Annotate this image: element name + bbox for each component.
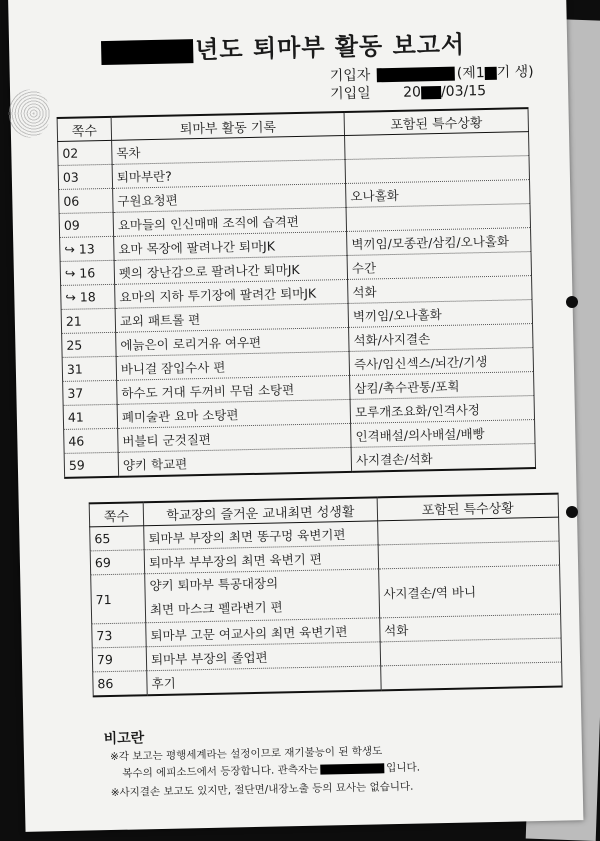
page-number-cell: 09 bbox=[59, 212, 113, 237]
episode-title-cell: 요마의 지하 투기장에 팔려간 퇴마JK bbox=[115, 279, 349, 308]
episode-title-line: 최면 마스크 펠라변기 편 bbox=[149, 599, 283, 618]
episode-title-cell bbox=[145, 569, 380, 623]
date-label: 기입일 bbox=[330, 85, 371, 103]
episode-title-cell: 펫의 장난감으로 팔려나간 퇴마JK bbox=[114, 255, 348, 284]
header-special: 포함된 특수상황 bbox=[377, 494, 559, 521]
page-number-cell: 03 bbox=[58, 164, 112, 189]
episode-title-cell: 구원요청편 bbox=[113, 183, 347, 212]
page-number-cell: 73 bbox=[92, 623, 147, 648]
page-number-cell: 86 bbox=[93, 671, 148, 697]
report-title bbox=[101, 24, 466, 67]
date-suffix: /03/15 bbox=[440, 83, 487, 100]
special-note-cell bbox=[380, 662, 562, 690]
redacted-year bbox=[101, 39, 193, 65]
report-title-text: 년도 퇴마부 활동 보고서 bbox=[194, 30, 466, 65]
remarks-heading: 비고란 bbox=[103, 730, 145, 748]
fingerprint-smudge bbox=[8, 89, 51, 138]
date-row bbox=[330, 81, 534, 103]
episode-title-cell: 교외 패트롤 편 bbox=[115, 303, 349, 332]
activity-table bbox=[57, 107, 536, 479]
page-number-cell: ↪ 13 bbox=[60, 236, 114, 261]
episode-title-cell: 후기 bbox=[147, 666, 381, 695]
remark-line-2a: 복수의 에피소드에서 등장합니다. 관측자는 bbox=[122, 763, 319, 780]
redacted-class-digit bbox=[485, 66, 497, 79]
special-note-cell: 벽끼임/모종관/삼킴/오나홀화 bbox=[347, 228, 531, 256]
hypnosis-table bbox=[89, 493, 563, 698]
page-number-cell: 06 bbox=[59, 188, 113, 213]
episode-title-cell: 퇴마부 고문 여교사의 최면 육변기편 bbox=[146, 618, 380, 647]
special-note-cell: 삼킴/촉수관통/포획 bbox=[350, 372, 534, 400]
page-number-cell: 69 bbox=[90, 550, 145, 575]
remark-line-2b: 입니다. bbox=[386, 761, 421, 775]
special-note-cell: 석화 bbox=[379, 614, 561, 642]
special-note-cell: 석화 bbox=[348, 276, 532, 304]
page-number-cell: 71 bbox=[91, 574, 146, 624]
page-number-cell: ↪ 16 bbox=[60, 260, 114, 285]
page-number-cell: 25 bbox=[62, 332, 116, 357]
redacted-writer-name bbox=[377, 67, 455, 83]
header-page: 쪽수 bbox=[57, 117, 111, 142]
special-note-cell: 석화/사지결손 bbox=[349, 324, 533, 352]
remark-line-1: ※각 보고는 평행세계라는 설정이므로 재기불능이 된 학생도 bbox=[109, 745, 383, 764]
report-paper bbox=[8, 0, 583, 832]
redacted-date-year bbox=[421, 85, 441, 98]
episode-title-cell: 폐미술관 요마 소탕편 bbox=[117, 399, 351, 428]
page-number-cell: 41 bbox=[63, 404, 117, 429]
episode-title-cell: 목차 bbox=[112, 135, 346, 164]
class-prefix: (제1 bbox=[456, 65, 485, 82]
episode-title-line: 양키 퇴마부 특공대장의 bbox=[149, 575, 279, 594]
date-prefix: 20 bbox=[403, 84, 422, 101]
episode-title-cell: 바니걸 잠입수사 편 bbox=[116, 351, 350, 380]
special-note-cell: 벽끼임/오나홀화 bbox=[348, 300, 532, 328]
episode-title-cell: 퇴마부 부장의 졸업편 bbox=[146, 642, 380, 671]
special-note-cell: 즉사/임신섹스/뇌간/기생 bbox=[349, 348, 533, 376]
header-record: 퇴마부 활동 기록 bbox=[111, 112, 345, 140]
remark-line-3: ※사지결손 보고도 있지만, 절단면/내장노출 등의 묘사는 없습니다. bbox=[110, 780, 414, 800]
episode-title-cell: 퇴마부란? bbox=[112, 159, 346, 188]
writer-label: 기입자 bbox=[329, 67, 371, 85]
page-number-cell: 02 bbox=[58, 140, 112, 165]
special-note-cell: 모루개조요화/인격사정 bbox=[350, 396, 534, 424]
episode-title-cell: 요마들의 인신매매 조직에 습격편 bbox=[113, 207, 347, 236]
header-record: 학교장의 즐거운 교내최면 성생활 bbox=[143, 497, 377, 525]
page-number-cell: 46 bbox=[64, 428, 118, 453]
special-note-cell: 수간 bbox=[347, 252, 531, 280]
episode-title-cell: 하수도 거대 두꺼비 무덤 소탕편 bbox=[117, 375, 351, 404]
page-number-cell: 65 bbox=[90, 526, 145, 551]
special-note-cell: 오나홀화 bbox=[346, 180, 530, 208]
header-page: 쪽수 bbox=[89, 502, 144, 527]
episode-title-cell: 버블티 군것질편 bbox=[118, 423, 352, 452]
page-number-cell: ↪ 18 bbox=[61, 284, 115, 309]
special-note-cell: 사지결손/석화 bbox=[351, 444, 535, 472]
page-number-cell: 37 bbox=[63, 380, 117, 405]
class-suffix: 기 생) bbox=[496, 64, 534, 81]
episode-title-cell: 퇴마부 부부장의 최면 육변기 편 bbox=[144, 545, 378, 574]
binder-hole bbox=[566, 296, 578, 308]
episode-title-cell: 퇴마부 부장의 최면 똥구멍 육변기편 bbox=[144, 521, 378, 550]
page-number-cell: 79 bbox=[92, 647, 147, 672]
special-note-cell: 사지결손/역 바니 bbox=[378, 565, 560, 618]
page-number-cell: 59 bbox=[64, 452, 119, 478]
redacted-observer bbox=[320, 763, 384, 774]
header-special: 포함된 특수상황 bbox=[344, 108, 528, 135]
page-number-cell: 21 bbox=[61, 308, 115, 333]
episode-title-cell: 양키 학교편 bbox=[118, 447, 352, 476]
episode-title-cell: 요마 목장에 팔려나간 퇴마JK bbox=[114, 231, 348, 260]
binder-hole bbox=[566, 506, 578, 518]
episode-title-cell: 에늙은이 로리거유 여우편 bbox=[116, 327, 350, 356]
special-note-cell: 인격배설/의사배설/배빵 bbox=[351, 420, 535, 448]
report-meta bbox=[330, 63, 535, 103]
page-number-cell: 31 bbox=[62, 356, 116, 381]
